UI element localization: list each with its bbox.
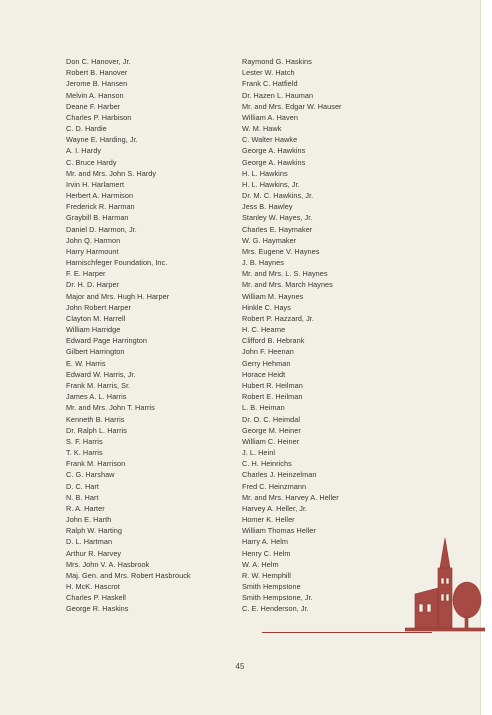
right-name-entry: William C. Heiner [242, 436, 300, 446]
left-name-entry: Maj. Gen. and Mrs. Robert Hasbrouck [66, 570, 191, 580]
left-name-entry: Deane F. Harber [66, 101, 121, 111]
right-name-entry: Mr. and Mrs. Harvey A. Heller [242, 492, 339, 502]
right-name-entry: Charles E. Haymaker [242, 224, 313, 234]
left-name-entry: Irvin H. Harlamert [66, 179, 125, 189]
right-name-entry: J. B. Haynes [242, 258, 284, 268]
right-name-entry: Robert E. Heilman [242, 392, 303, 402]
left-name-entry: John Robert Harper [66, 302, 131, 312]
right-name-entry: Horace Heidt [242, 369, 286, 379]
right-name-entry: George A. Hawkins [242, 157, 306, 167]
right-name-entry: Smith Hempstone [242, 582, 301, 592]
left-name-entry: Frederick R. Harman [66, 202, 135, 212]
right-name-entry: Homer K. Heller [242, 515, 295, 525]
name-list-left [66, 56, 236, 615]
right-name-entry: Smith Hempstone, Jr. [242, 593, 313, 603]
left-name-entry: R. A. Harter [66, 503, 105, 513]
left-name-entry: Mr. and Mrs. John S. Hardy [66, 168, 157, 178]
left-name-entry: D. C. Hart [66, 481, 99, 491]
left-name-entry: James A. L. Harris [66, 392, 127, 402]
right-name-entry: Mr. and Mrs. March Haynes [242, 280, 333, 290]
left-name-entry: John E. Harth [66, 515, 112, 525]
right-name-entry: W. A. Helm [242, 559, 279, 569]
right-name-entry: R. W. Hemphill [242, 570, 291, 580]
left-name-entry: William Harridge [66, 325, 121, 335]
right-name-entry: W. G. Haymaker [242, 235, 297, 245]
right-name-entry: C. E. Henderson, Jr. [242, 604, 309, 614]
right-name-entry: Dr. Hazen L. Hauman [242, 90, 314, 100]
left-name-entry: Harry Harmount [66, 246, 119, 256]
right-name-entry: George A. Hawkins [242, 146, 306, 156]
left-name-entry: John Q. Harmon [66, 235, 121, 245]
left-name-entry: S. F. Harris [66, 436, 103, 446]
right-name-entry: L. B. Heiman [242, 403, 285, 413]
right-name-entry: H. L. Hawkins, Jr. [242, 179, 300, 189]
left-name-entry: N. B. Hart [66, 492, 99, 502]
left-name-entry: George R. Haskins [66, 604, 129, 614]
left-name-entry: E. W. Harris [66, 358, 106, 368]
right-name-entry: Harry A. Helm [242, 537, 289, 547]
right-name-entry: H. C. Hearne [242, 325, 286, 335]
right-name-entry: W. M. Hawk [242, 124, 282, 134]
right-name-entry: H. L. Hawkins [242, 168, 288, 178]
right-name-entry: Mr. and Mrs. Edgar W. Hauser [242, 101, 342, 111]
right-name-entry: Mrs. Eugene V. Haynes [242, 246, 320, 256]
left-name-entry: Charles P. Harbison [66, 112, 132, 122]
page-number: 45 [235, 662, 245, 671]
left-name-entry: Charles P. Haskell [66, 593, 126, 603]
left-name-entry: T. K. Harris [66, 448, 103, 458]
left-name-entry: C. Bruce Hardy [66, 157, 117, 167]
left-name-entry: C. D. Hardie [66, 124, 107, 134]
left-name-entry: Robert B. Hanover [66, 68, 128, 78]
right-name-entry: Frank C. Hatfield [242, 79, 298, 89]
left-name-entry: Graybill B. Harman [66, 213, 129, 223]
right-name-entry: Gerry Hehman [242, 358, 291, 368]
left-name-entry: Jerome B. Hansen [66, 79, 128, 89]
right-name-entry: Robert P. Hazzard, Jr. [242, 313, 314, 323]
left-name-entry: Edward Page Harrington [66, 336, 148, 346]
left-name-entry: Melvin A. Hanson [66, 90, 124, 100]
right-name-entry: J. L. Heinl [242, 448, 275, 458]
right-name-entry: C. Walter Hawke [242, 135, 298, 145]
left-name-entry: Frank M. Harrison [66, 459, 126, 469]
left-name-entry: Dr. Ralph L. Harris [66, 425, 127, 435]
left-name-entry: F. E. Harper [66, 269, 106, 279]
right-name-entry: George M. Heiner [242, 425, 301, 435]
right-name-entry: Mr. and Mrs. L. S. Haynes [242, 269, 328, 279]
left-name-entry: Harnischfeger Foundation, Inc. [66, 258, 168, 268]
left-name-entry: H. McK. Hascrot [66, 582, 120, 592]
right-name-entry: William M. Haynes [242, 291, 304, 301]
left-name-entry: C. G. Harshaw [66, 470, 115, 480]
right-name-entry: Hinkle C. Hays [242, 302, 291, 312]
left-name-entry: Daniel D. Harmon, Jr. [66, 224, 137, 234]
name-list-right [242, 56, 422, 615]
church-steeple-icon [405, 538, 485, 634]
left-name-entry: Clayton M. Harrell [66, 313, 126, 323]
left-name-entry: Frank M. Harris, Sr. [66, 380, 131, 390]
right-name-entry: Raymond G. Haskins [242, 57, 312, 66]
left-name-entry: Major and Mrs. Hugh H. Harper [66, 291, 170, 301]
right-name-entry: Clifford B. Hebrank [242, 336, 305, 346]
left-name-entry: Dr. H. D. Harper [66, 280, 120, 290]
left-name-entry: Arthur R. Harvey [66, 548, 122, 558]
left-name-entry: Ralph W. Harting [66, 526, 122, 536]
right-name-entry: C. H. Heinrichs [242, 459, 292, 469]
left-name-entry: Wayne E. Harding, Jr. [66, 135, 138, 145]
left-name-entry: Herbert A. Harmison [66, 191, 134, 201]
right-name-entry: Stanley W. Hayes, Jr. [242, 213, 313, 223]
right-name-entry: Dr. M. C. Hawkins, Jr. [242, 191, 314, 201]
left-name-entry: Don C. Hanover, Jr. [66, 57, 131, 66]
left-name-entry: Gilbert Harrington [66, 347, 125, 357]
right-name-entry: William Thomas Heller [242, 526, 316, 536]
right-name-entry: Dr. O. C. Heimdal [242, 414, 301, 424]
right-name-entry: Hubert R. Heilman [242, 380, 303, 390]
right-name-entry: Harvey A. Heller, Jr. [242, 503, 308, 513]
right-name-entry: Jess B. Hawley [242, 202, 293, 212]
right-name-entry: John F. Heenan [242, 347, 294, 357]
left-name-entry: Mrs. John V. A. Hasbrook [66, 559, 150, 569]
decorative-rule [262, 632, 432, 633]
right-name-entry: Henry C. Helm [242, 548, 291, 558]
right-name-entry: Lester W. Hatch [242, 68, 295, 78]
left-name-entry: Kenneth B. Harris [66, 414, 125, 424]
right-name-entry: Charles J. Heinzelman [242, 470, 317, 480]
left-name-entry: A. I. Hardy [66, 146, 102, 156]
left-name-entry: D. L. Hartman [66, 537, 113, 547]
right-name-entry: Fred C. Heinzmann [242, 481, 307, 491]
left-name-entry: Mr. and Mrs. John T. Harris [66, 403, 155, 413]
left-name-entry: Edward W. Harris, Jr. [66, 369, 136, 379]
right-name-entry: William A. Haven [242, 112, 298, 122]
